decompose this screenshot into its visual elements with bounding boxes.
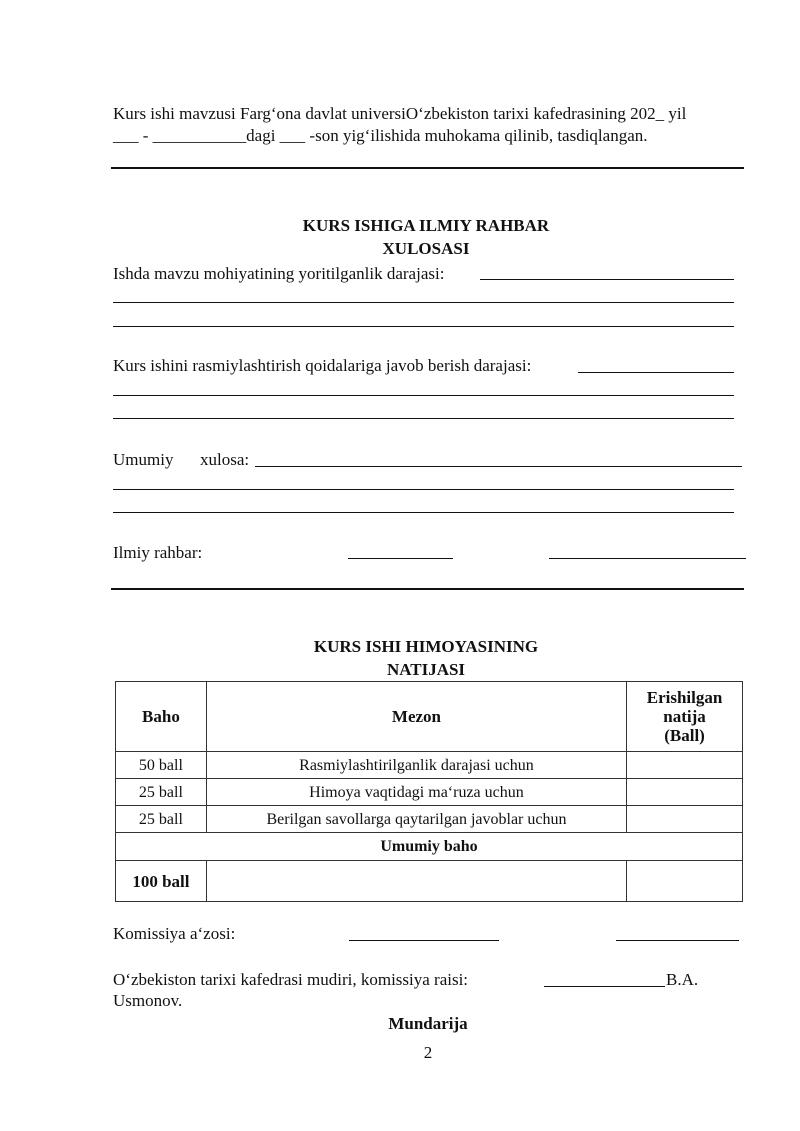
q1-answer-line[interactable] [113,326,734,327]
row-grade: 25 ball [116,779,207,806]
q3-answer-line[interactable] [113,489,734,490]
q3-label-b: xulosa: [200,450,250,469]
separator-line [111,167,744,169]
q2-label: Kurs ishini rasmiylashtirish qoidalariga javob berish darajasi: [113,356,532,375]
row-grade: 50 ball [116,752,207,779]
total-label: Umumiy baho [116,833,743,861]
table-row [116,752,743,779]
q3-label-a: Umumiy [113,450,174,469]
header-result-line-3: (Ball) [664,726,705,745]
intro-line-1: Kurs ishi mavzusi Farg‘ona davlat universiO‘zbekiston tarixi kafedrasining 202_ yil [113,104,687,123]
q3-answer-line[interactable] [113,512,734,513]
supervisor-title-2: XULOSASI [382,239,470,258]
total-row [116,861,743,902]
name-line[interactable] [616,940,739,941]
row-criterion: Berilgan savollarga qaytarilgan javoblar uchun [206,806,626,833]
header-result [627,682,743,752]
intro-line-2: ___ - ___________dagi ___ -son yig‘ilishida muhokama qilinib, tasdiqlangan. [113,126,648,145]
q1-answer-line[interactable] [113,302,734,303]
department-head-label: O‘zbekiston tarixi kafedrasi mudiri, komissiya raisi: [113,970,469,989]
q3-answer-line[interactable] [255,466,742,467]
total-label-row [116,833,743,861]
q2-answer-line[interactable] [113,395,734,396]
defense-title-2: NATIJASI [386,660,466,679]
supervisor-signer-label: Ilmiy rahbar: [113,543,203,562]
header-grade: Baho [116,682,207,752]
table-row [116,779,743,806]
q2-answer-line[interactable] [113,418,734,419]
header-criterion: Mezon [206,682,626,752]
separator-line [111,588,744,590]
signature-line[interactable] [349,940,499,941]
defense-results-table [115,681,743,902]
q2-answer-line[interactable] [578,372,734,373]
q1-answer-line[interactable] [480,279,734,280]
defense-title-1: KURS ISHI HIMOYASINING [313,637,539,656]
page-number: 2 [423,1043,433,1062]
row-result-cell[interactable] [627,752,743,779]
total-criterion-cell [206,861,626,902]
signature-line[interactable] [348,558,453,559]
name-line[interactable] [549,558,746,559]
table-header-row [116,682,743,752]
department-head-initials: B.A. [666,970,699,989]
header-result-line-1: Erishilgan [646,688,723,707]
row-criterion: Himoya vaqtidagi ma‘ruza uchun [206,779,626,806]
row-result-cell[interactable] [627,779,743,806]
q1-label: Ishda mavzu mohiyatining yoritilganlik darajasi: [113,264,445,283]
total-result-cell[interactable] [627,861,743,902]
contents-title: Mundarija [388,1014,468,1033]
total-grade: 100 ball [116,861,207,902]
table-row [116,806,743,833]
row-result-cell[interactable] [627,806,743,833]
supervisor-title-1: KURS ISHIGA ILMIY RAHBAR [302,216,550,235]
commission-member-label: Komissiya a‘zosi: [113,924,236,943]
department-head-surname: Usmonov. [113,991,183,1010]
header-result-line-2: natija [663,707,706,726]
row-criterion: Rasmiylashtirilganlik darajasi uchun [206,752,626,779]
row-grade: 25 ball [116,806,207,833]
signature-line[interactable] [544,986,665,987]
